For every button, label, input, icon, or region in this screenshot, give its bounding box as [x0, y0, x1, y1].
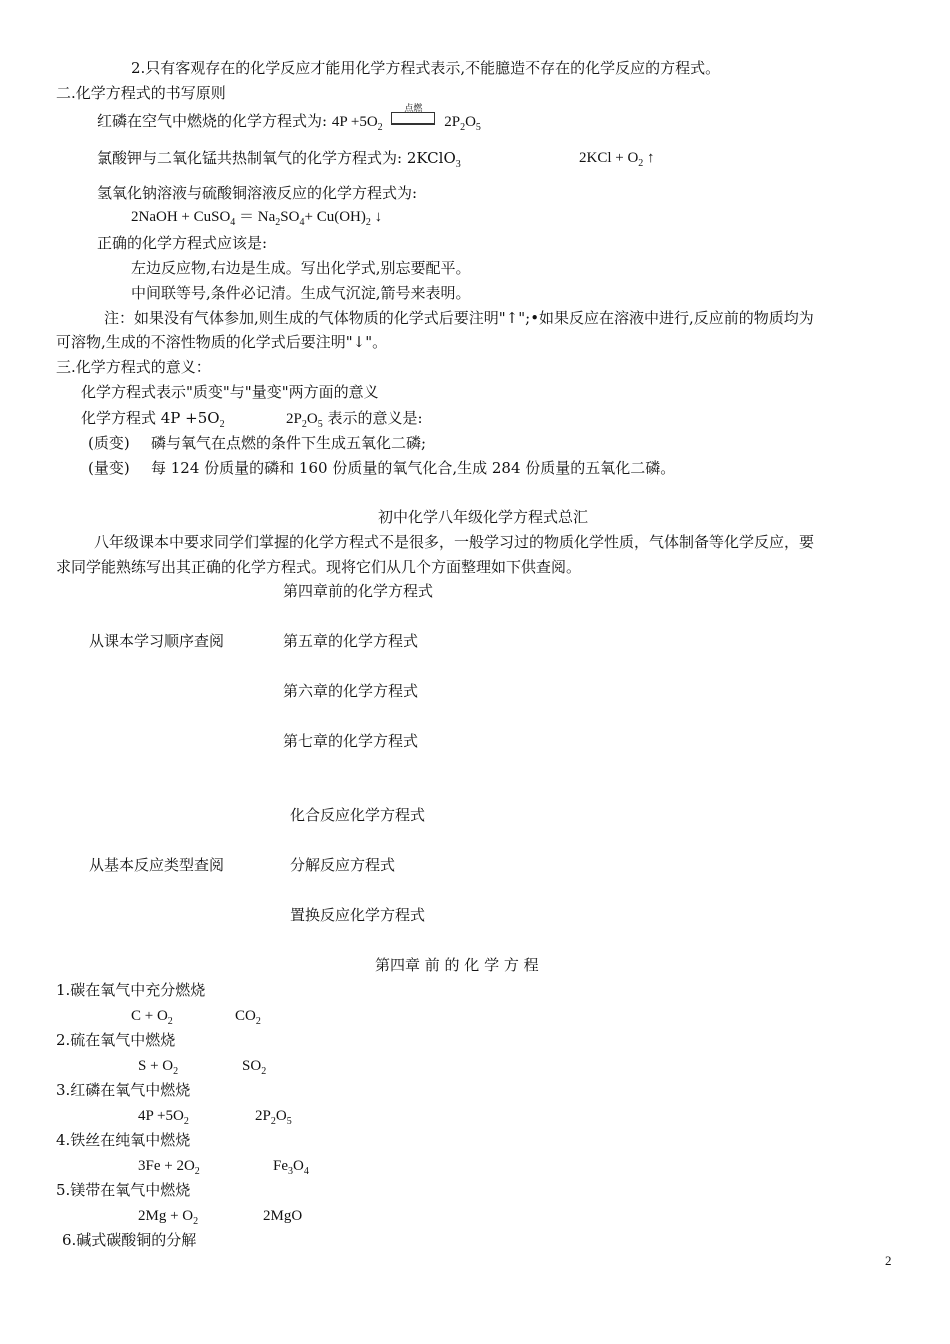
list-item-lhs: $S + O_2$ [138, 1058, 179, 1077]
quantitative-label: (量变) [88, 459, 130, 477]
list-item-lhs: $2Mg + O_2$ [138, 1208, 199, 1227]
example-potassium-chlorate: 氯酸钾与二氧化锰共热制氧气的化学方程式为: 2KClO$_3$ [97, 149, 461, 170]
qualitative-label: (质变) [88, 434, 130, 452]
list-item-rhs: $SO_2$ [242, 1058, 267, 1077]
note-line-2: 可溶物,生成的不溶性物质的化学式后要注明"↓"。 [56, 333, 388, 351]
list-item-rhs: $Fe_3O_4$ [273, 1158, 309, 1177]
example-naoh-equation: 2NaOH + CuSO$_4$ ＝ $Na_2SO_4+ Cu(OH)_2$ ↓ [131, 209, 383, 228]
section2-heading: 二.化学方程式的书写原则 [56, 84, 226, 102]
order-item: 第四章前的化学方程式 [283, 582, 434, 600]
condition-box: 点燃 [391, 110, 435, 124]
section3-heading: 三.化学方程式的意义： [56, 358, 211, 376]
type-item: 化合反应化学方程式 [290, 806, 426, 824]
type-item: 分解反应方程式 [290, 856, 396, 874]
chapter-heading: 第四章 前 的 化 学 方 程 [375, 956, 539, 974]
section3-equation-rhs: $2P_2O_5$ 表示的意义是: [286, 409, 423, 430]
correct-heading: 正确的化学方程式应该是: [97, 234, 268, 252]
qualitative-text: 磷与氧气在点燃的条件下生成五氧化二磷; [151, 434, 427, 452]
example-naoh-text: 氢氧化钠溶液与硫酸铜溶液反应的化学方程式为: [97, 184, 418, 202]
by-order-label: 从课本学习顺序查阅 [89, 632, 225, 650]
order-item: 第五章的化学方程式 [283, 632, 419, 650]
by-type-label: 从基本反应类型查阅 [89, 856, 225, 874]
list-item-rhs: 2MgO [263, 1208, 303, 1224]
list-item-title: 1.碳在氧气中充分燃烧 [56, 981, 206, 999]
list-item-lhs: $4P +5O_2$ [138, 1108, 189, 1127]
summary-para-2: 求同学能熟练写出其正确的化学方程式。现将它们从几个方面整理如下供查阅。 [56, 558, 582, 576]
order-item: 第六章的化学方程式 [283, 682, 419, 700]
list-item-lhs: $3Fe + 2O_2$ [138, 1158, 200, 1177]
list-item-title: 2.硫在氧气中燃烧 [56, 1031, 176, 1049]
type-item: 置换反应化学方程式 [290, 906, 426, 924]
rule-1: 左边反应物,右边是生成。写出化学式,别忘要配平。 [131, 259, 471, 277]
note-line-1: 注：如果没有气体参加,则生成的气体物质的化学式后要注明"↑";•如果反应在溶液中进行,反应前的物质均为 [104, 309, 814, 327]
list-item-rhs: $CO_2$ [235, 1008, 261, 1027]
list-item-rhs: $2P_2O_5$ [255, 1108, 292, 1127]
section3-line1: 化学方程式表示"质变"与"量变"两方面的意义 [81, 383, 379, 401]
list-item-title: 3.红磷在氧气中燃烧 [56, 1081, 191, 1099]
summary-title: 初中化学八年级化学方程式总汇 [378, 508, 589, 526]
page-number: 2 [885, 1253, 892, 1268]
example-potassium-chlorate-product: $2KCl + O_2$ ↑ [579, 150, 655, 169]
list-item-title: 6.碱式碳酸铜的分解 [62, 1231, 197, 1249]
list-item-title: 5.镁带在氧气中燃烧 [56, 1181, 191, 1199]
order-item: 第七章的化学方程式 [283, 732, 419, 750]
intro-note: 2.只有客观存在的化学反应才能用化学方程式表示,不能臆造不存在的化学反应的方程式。 [131, 59, 721, 77]
quantitative-text: 每 124 份质量的磷和 160 份质量的氧气化合,生成 284 份质量的五氧化二磷。 [151, 459, 676, 477]
example-phosphorus: 红磷在空气中燃烧的化学方程式为: $4P +5O_2$ 点燃 $2P_2O_5$ [97, 104, 481, 133]
list-item-title: 4.铁丝在纯氧中燃烧 [56, 1131, 191, 1149]
section3-equation: 化学方程式 $4P +5O_2$ [81, 409, 225, 430]
list-item-lhs: $C + O_2$ [131, 1008, 173, 1027]
rule-2: 中间联等号,条件必记清。生成气沉淀,箭号来表明。 [131, 284, 471, 302]
summary-para-1: 八年级课本中要求同学们掌握的化学方程式不是很多，一般学习过的物质化学性质，气体制备等化学反应，要 [94, 533, 815, 551]
